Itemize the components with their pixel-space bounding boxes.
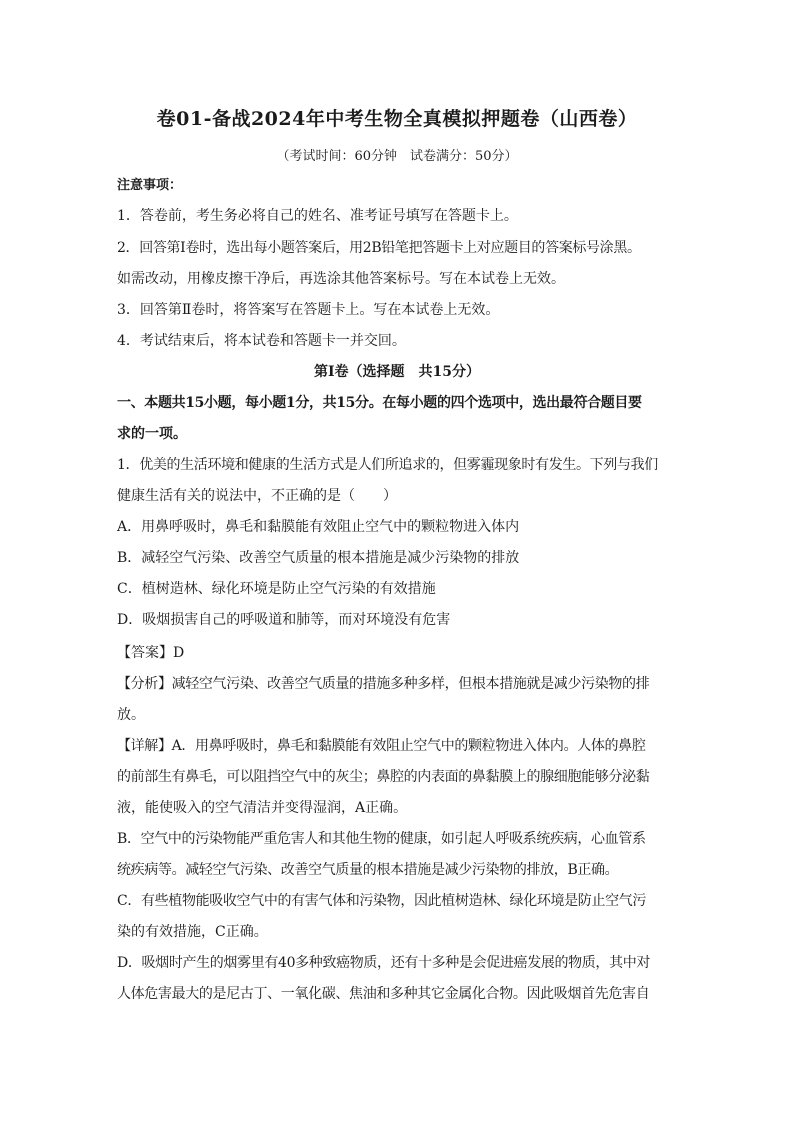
notes-item-2-line-1: 2．回答第Ⅰ卷时，选出每小题答案后，用2B铅笔把答题卡上对应题目的答案标号涂黑。 — [117, 240, 641, 256]
answer-value: D — [173, 645, 185, 661]
question-stem-line-2: 健康生活有关的说法中，不正确的是（ ） — [117, 488, 397, 504]
analysis-line-1 — [117, 676, 649, 693]
option-c: C．植树造林、绿化环境是防止空气污染的有效措施 — [117, 581, 436, 597]
detail-line-a2: 的前部生有鼻毛，可以阻挡空气中的灰尘；鼻腔的内表面的鼻黏膜上的腺细胞能够分泌黏 — [117, 769, 650, 785]
section-instruction-line-1: 一、本题共15小题，每小题1分，共15分。在每小题的四个选项中，选出最符合题目要 — [117, 395, 642, 411]
detail-line-b1: B．空气中的污染物能严重危害人和其他生物的健康，如引起人呼吸系统疾病，心血管系 — [117, 831, 646, 847]
option-a: A．用鼻呼吸时，鼻毛和黏膜能有效阻止空气中的颗粒物进入体内 — [117, 519, 520, 535]
notes-heading: 注意事项： — [117, 178, 183, 193]
detail-text: A．用鼻呼吸时，鼻毛和黏膜能有效阻止空气中的颗粒物进入体内。人体的鼻腔 — [171, 738, 646, 754]
detail-line-a3: 液，能使吸入的空气清洁并变得湿润，A正确。 — [117, 800, 408, 816]
answer-label: 【答案】 — [117, 645, 173, 661]
detail-label: 【详解】 — [117, 738, 172, 754]
notes-item-1: 1．答卷前，考生务必将自己的姓名、准考证号填写在答题卡上。 — [117, 208, 518, 224]
option-d: D．吸烟损害自己的呼吸道和肺等，而对环境没有危害 — [117, 612, 451, 628]
answer-line — [117, 645, 184, 662]
option-b: B．减轻空气污染、改善空气质量的根本措施是减少污染物的排放 — [117, 550, 520, 566]
notes-item-3: 3．回答第Ⅱ卷时，将答案写在答题卡上。写在本试卷上无效。 — [117, 302, 500, 318]
detail-line-c2: 染的有效措施，C正确。 — [117, 924, 268, 940]
detail-line-d1: D．吸烟时产生的烟雾里有40多种致癌物质，还有十多种是会促进癌发展的物质，其中对 — [117, 955, 651, 971]
section-instruction-line-2: 求的一项。 — [117, 426, 187, 442]
detail-line-a1 — [117, 738, 645, 755]
section-heading: 第Ⅰ卷（选择题 共15分） — [313, 364, 481, 380]
notes-item-2-line-2: 如需改动，用橡皮擦干净后，再选涂其他答案标号。写在本试卷上无效。 — [117, 271, 565, 287]
exam-subtitle: （考试时间：60分钟 试卷满分：50分） — [276, 149, 518, 164]
analysis-line-2: 放。 — [117, 707, 145, 723]
analysis-text: 减轻空气污染、改善空气质量的措施多种多样，但根本措施就是减少污染物的排 — [171, 676, 650, 692]
analysis-label: 【分析】 — [117, 676, 172, 692]
notes-item-4: 4．考试结束后，将本试卷和答题卡一并交回。 — [117, 333, 406, 349]
detail-line-b2: 统疾病等。减轻空气污染、改善空气质量的根本措施是减少污染物的排放，B正确。 — [117, 862, 619, 878]
detail-line-c1: C．有些植物能吸收空气中的有害气体和污染物，因此植树造林、绿化环境是防止空气污 — [117, 893, 647, 909]
question-stem-line-1: 1．优美的生活环境和健康的生活方式是人们所追求的，但雾霾现象时有发生。下列与我们 — [117, 457, 658, 473]
detail-line-d2: 人体危害最大的是尼古丁、一氧化碳、焦油和多种其它金属化合物。因此吸烟首先危害自 — [117, 986, 650, 1002]
exam-title: 卷01-备战2024年中考生物全真模拟押题卷（山西卷） — [156, 108, 638, 130]
